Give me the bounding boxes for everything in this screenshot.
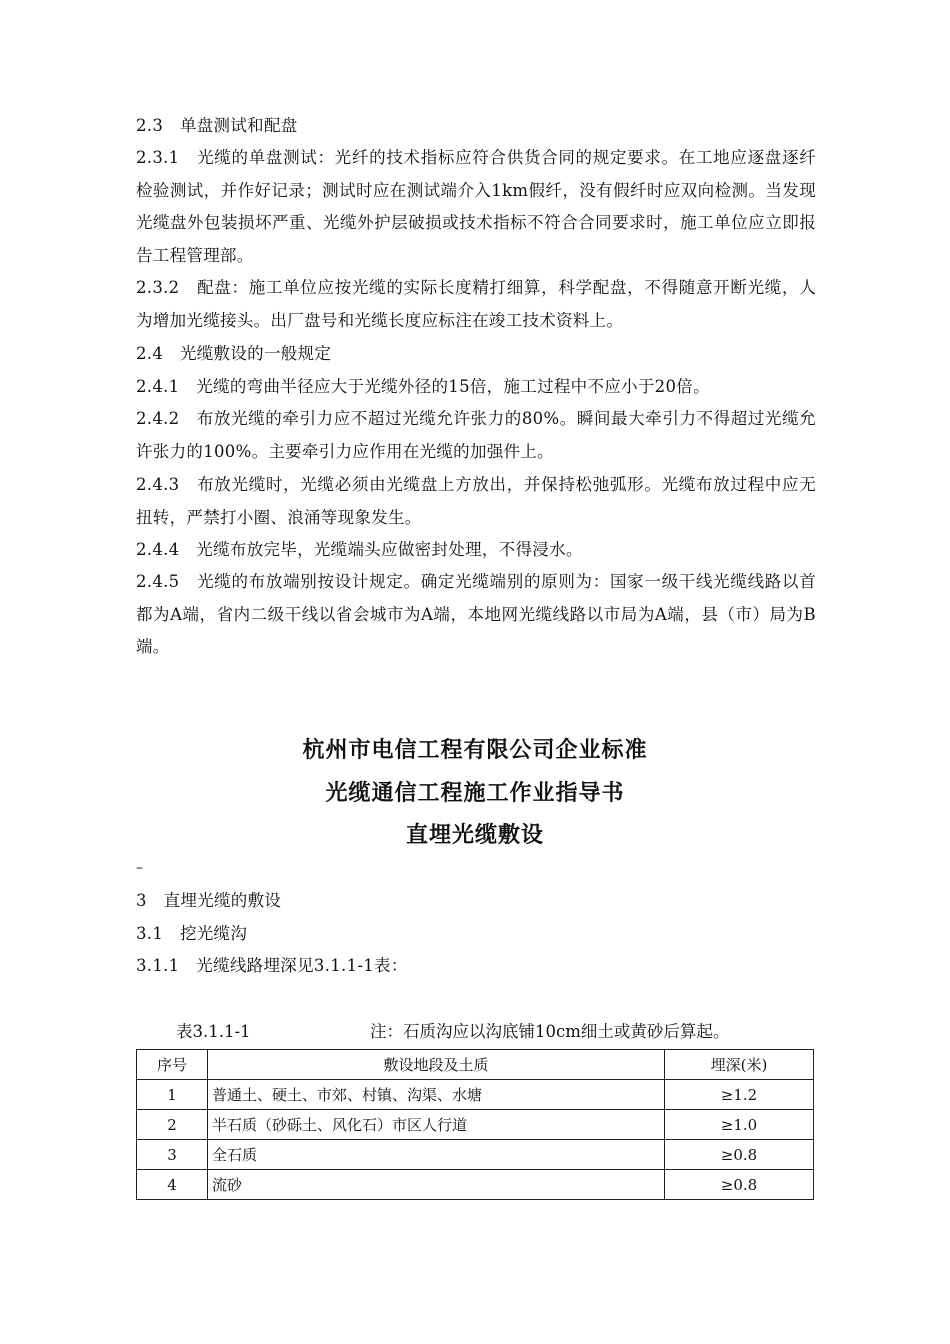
paragraph-2-4-4: 2.4.4 光缆布放完毕，光缆端头应做密封处理，不得浸水。 [136, 540, 583, 559]
table-row [137, 1140, 814, 1170]
guide-title: 光缆通信工程施工作业指导书 [325, 781, 625, 806]
heading-2-3: 2.3 单盘测试和配盘 [136, 116, 298, 135]
paragraph-2-4-3: 2.4.3 布放光缆时，光缆必须由光缆盘上方放出，并保持松弛弧形。光缆布放过程中应无扭转，严禁打小圈、浪涌等现象发生。 [136, 475, 816, 527]
cell-terrain: 流砂 [208, 1170, 665, 1200]
cell-number: 4 [137, 1170, 208, 1200]
paragraph-2-4-2: 2.4.2 布放光缆的牵引力应不超过光缆允许张力的80%。瞬间最大牵引力不得超过光缆允许张力的100%。主要牵引力应作用在光缆的加强件上。 [136, 409, 816, 461]
cell-terrain: 全石质 [208, 1140, 665, 1170]
paragraph-2-3-1: 2.3.1 光缆的单盘测试：光纤的技术指标应符合供货合同的规定要求。在工地应逐盘逐纤检验测试，并作好记录；测试时应在测试端介入1km假纤，没有假纤时应双向检测。当发现光缆盘外包装损坏严重、光缆外护层破损或技术指标不符合合同要求时，施工单位应立即报告工程管理部。 [136, 148, 816, 265]
col-header-number: 序号 [137, 1050, 208, 1080]
paragraph-3-1-1: 3.1.1 光缆线路埋深见3.1.1-1表： [136, 956, 408, 975]
paragraph-2-3-2: 2.3.2 配盘：施工单位应按光缆的实际长度精打细算，科学配盘，不得随意开断光缆，人为增加光缆接头。出厂盘号和光缆长度应标注在竣工技术资料上。 [136, 278, 816, 330]
standard-title: 杭州市电信工程有限公司企业标准 [302, 738, 648, 763]
burial-depth-table [136, 1049, 814, 1200]
cell-terrain: 普通土、硬土、市郊、村镇、沟渠、水塘 [208, 1080, 665, 1110]
cell-depth: ≥1.2 [665, 1080, 814, 1110]
table-row [137, 1080, 814, 1110]
cell-number: 2 [137, 1110, 208, 1140]
table-label: 表3.1.1-1 [176, 1022, 251, 1041]
heading-3-1: 3.1 挖光缆沟 [136, 924, 248, 943]
heading-2-4: 2.4 光缆敷设的一般规定 [136, 344, 332, 363]
col-header-depth: 埋深(米) [665, 1050, 814, 1080]
heading-3: 3 直埋光缆的敷设 [136, 891, 282, 910]
paragraph-2-4-1: 2.4.1 光缆的弯曲半径应大于光缆外径的15倍，施工过程中不应小于20倍。 [136, 377, 710, 396]
col-header-terrain: 敷设地段及土质 [208, 1050, 665, 1080]
table-header-row [137, 1050, 814, 1080]
cell-depth: ≥0.8 [665, 1170, 814, 1200]
table-row [137, 1170, 814, 1200]
cell-number: 3 [137, 1140, 208, 1170]
cell-number: 1 [137, 1080, 208, 1110]
cell-depth: ≥1.0 [665, 1110, 814, 1140]
cell-depth: ≥0.8 [665, 1140, 814, 1170]
cell-terrain: 半石质（砂砾土、风化石）市区人行道 [208, 1110, 665, 1140]
table-note: 注：石质沟应以沟底铺10cm细土或黄砂后算起。 [370, 1022, 730, 1041]
section-title: 直埋光缆敷设 [405, 823, 544, 848]
dash-mark: – [136, 860, 143, 876]
table-row [137, 1110, 814, 1140]
paragraph-2-4-5: 2.4.5 光缆的布放端别按设计规定。确定光缆端别的原则为：国家一级干线光缆线路以首都为A端，省内二级干线以省会城市为A端，本地网光缆线路以市局为A端，县（市）局为B端。 [136, 572, 816, 656]
